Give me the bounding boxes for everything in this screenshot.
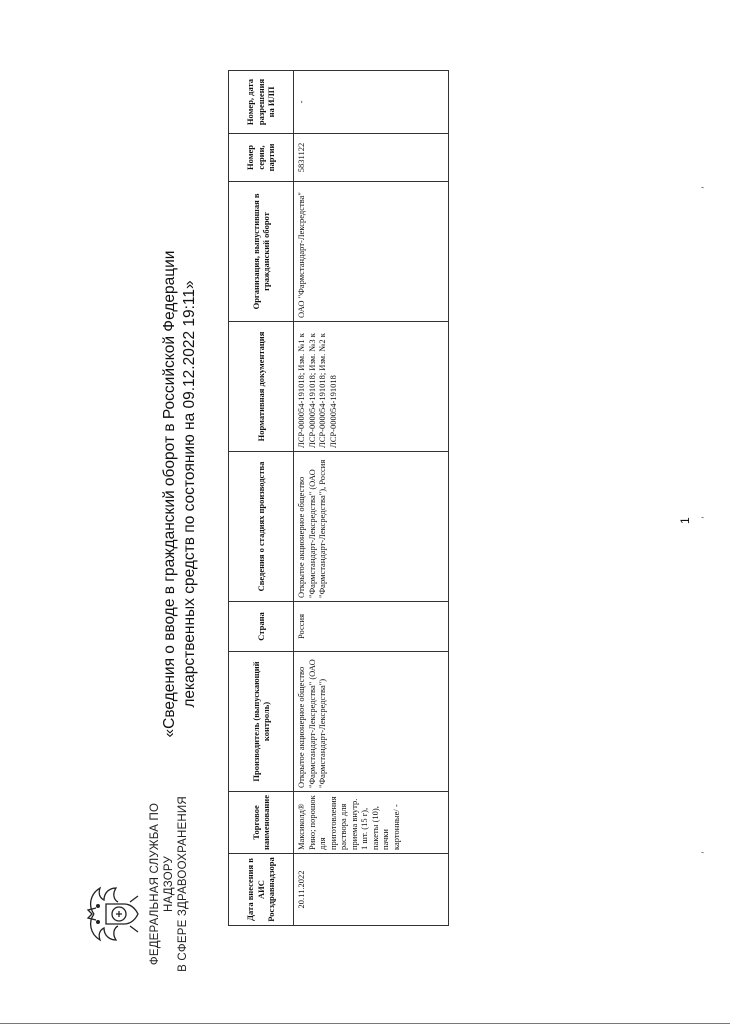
cell-entry-date: 20.11.2022 [294, 854, 449, 926]
header-permit-number: Номер, дата разрешения на ИЛП [229, 71, 294, 134]
page-number: 1 [678, 517, 692, 524]
cell-manufacturer: Открытое акционерное общество "Фармстандарт-Лексредства" (ОАО "Фармстандарт-Лексредства") [294, 652, 449, 792]
cell-trade-name: Максиколд® Рино; порошок для приготовления раствора для приема внутр. 1 шт. (15 г), пакеты (10), пачки картонные/ - [294, 792, 449, 854]
cell-releasing-org: ОАО "Фармстандарт-Лексредства" [294, 182, 449, 322]
header-trade-name: Торговое наименование [229, 792, 294, 854]
agency-name-line-1: ФЕДЕРАЛЬНАЯ СЛУЖБА ПО НАДЗОРУ [149, 802, 175, 966]
double-headed-eagle-emblem-icon [84, 882, 144, 946]
table-header-row [229, 71, 294, 926]
cell-series-number: 5831122 [294, 134, 449, 182]
cell-permit-number: - [294, 71, 449, 134]
header-production-stages: Сведения о стадиях производства [229, 452, 294, 602]
drug-circulation-table [228, 70, 449, 926]
document-title-line-1: «Сведения о вводе в гражданский оборот в Российской Федерации [161, 250, 178, 738]
cell-production-stages: Открытое акционерное общество "Фармстандарт-Лексредства" (ОАО "Фармстандарт-Лексредства"), Россия [294, 452, 449, 602]
document-title [160, 214, 200, 774]
scan-speck: ’ [700, 851, 710, 854]
header-releasing-org: Организация, выпустившая в гражданский оборот [229, 182, 294, 322]
header-manufacturer: Производитель (выпускающий контроль) [229, 652, 294, 792]
agency-name-line-2: В СФЕРЕ ЗДРАВООХРАНЕНИЯ [177, 796, 189, 972]
cell-country: Россия [294, 602, 449, 652]
header-normative-docs: Нормативная документация [229, 322, 294, 452]
header-entry-date: Дата внесения в АИС Росздравнадзора [229, 854, 294, 926]
scan-speck: ’ [700, 186, 710, 189]
scan-speck: ’ [700, 516, 710, 519]
table-row [294, 71, 449, 926]
agency-name [148, 784, 190, 984]
header-country: Страна [229, 602, 294, 652]
document-title-line-2: лекарственных средств по состоянию на 09.12.2022 19:11» [181, 280, 198, 708]
cell-normative-docs: ЛСР-000054-191018; Изм. №1 к ЛСР-000054-191018; Изм. №3 к ЛСР-000054-191018; Изм. №2 к ЛСР-000054-191018 [294, 322, 449, 452]
header-series-number: Номер серии, партии [229, 134, 294, 182]
